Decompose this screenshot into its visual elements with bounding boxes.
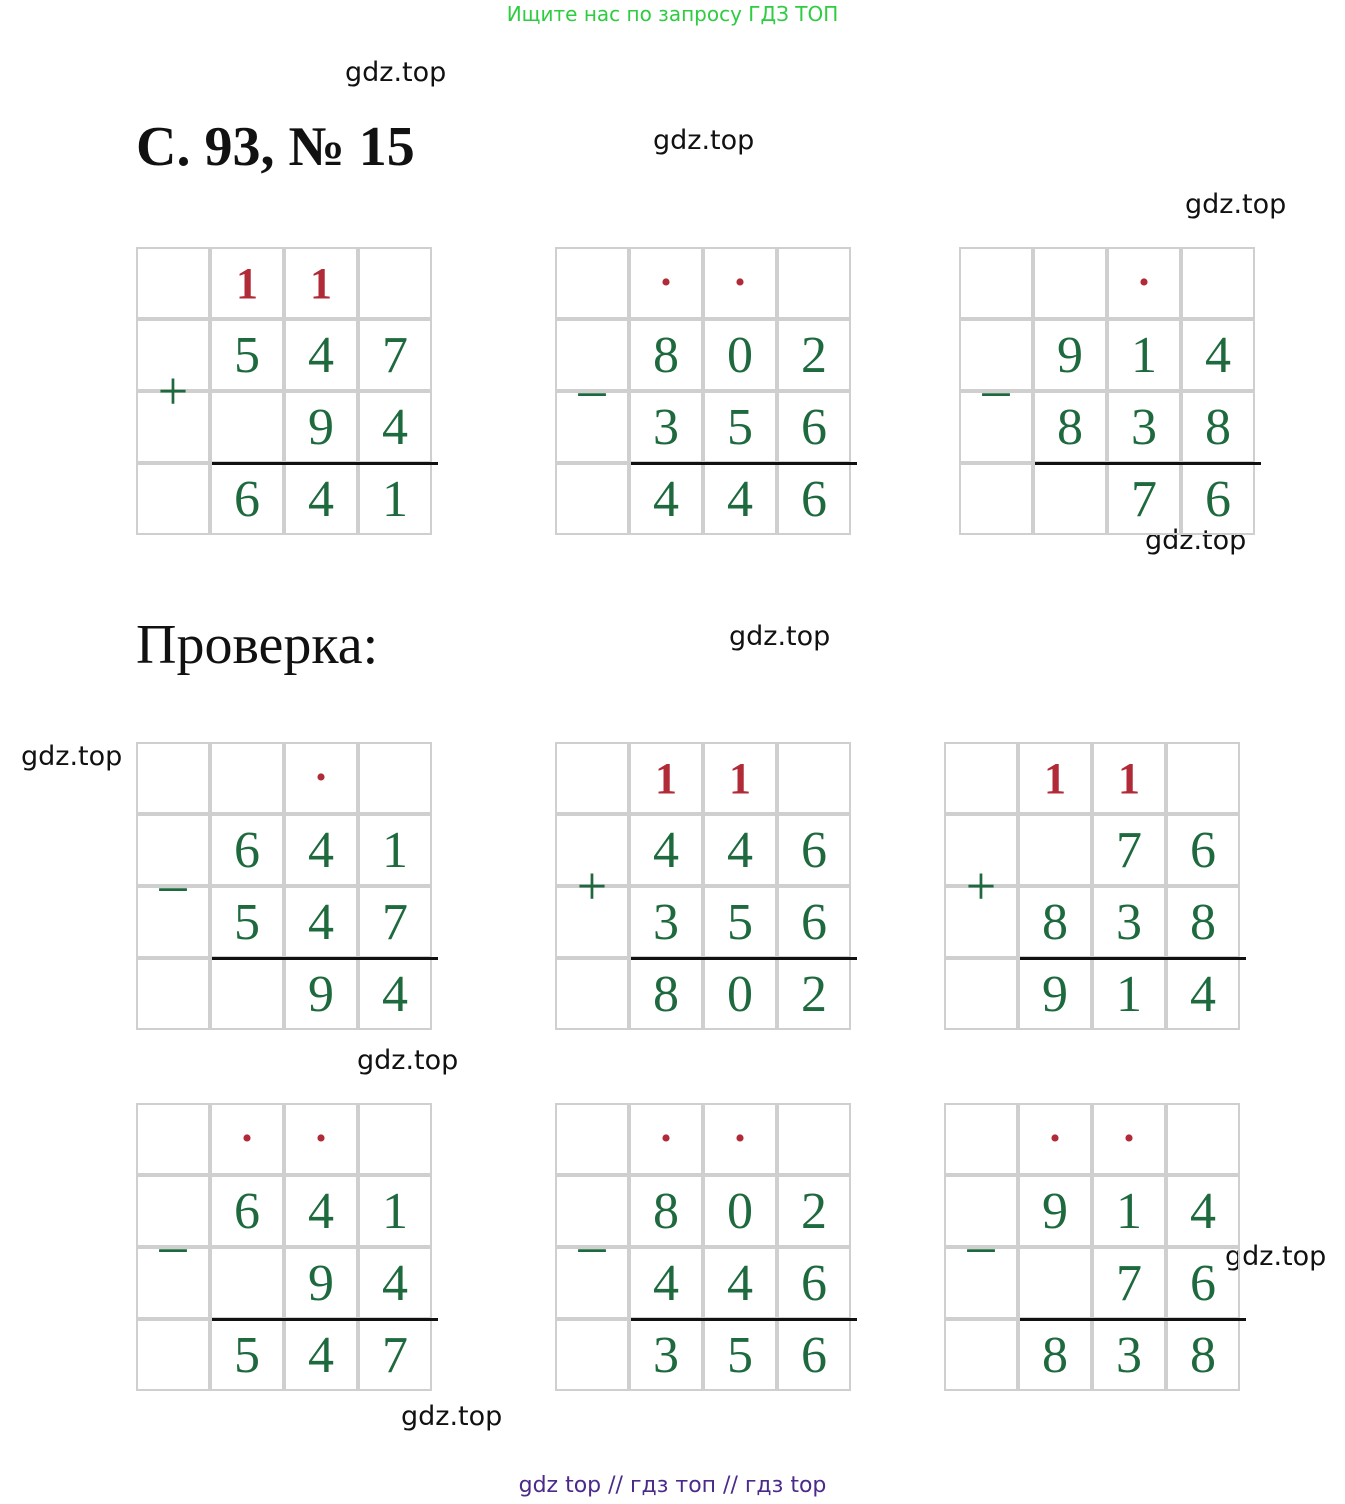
digit-cell: 9 (1018, 958, 1092, 1030)
digit-cell: 4 (703, 1247, 777, 1319)
digit-cell: 6 (210, 1175, 284, 1247)
carry-cell (944, 742, 1018, 814)
digit-cell: 3 (629, 391, 703, 463)
digit-cell: 8 (1018, 886, 1092, 958)
digit-cell: 4 (358, 958, 432, 1030)
digit-cell: 4 (629, 1247, 703, 1319)
digit-cell: 8 (629, 1175, 703, 1247)
digit-cell: 4 (629, 814, 703, 886)
digit-cell: 6 (777, 886, 851, 958)
carry-cell (555, 742, 629, 814)
digit-cell (944, 958, 1018, 1030)
digit-cell: 9 (284, 1247, 358, 1319)
digit-cell (555, 463, 629, 535)
result-line (212, 957, 438, 960)
digit-cell: 8 (629, 958, 703, 1030)
digit-cell: 3 (1107, 391, 1181, 463)
carry-cell (1166, 1103, 1240, 1175)
digit-cell: 1 (1107, 319, 1181, 391)
digit-cell (210, 391, 284, 463)
watermark: gdz.top (357, 1045, 459, 1076)
digit-cell: 6 (777, 814, 851, 886)
digit-cell: 9 (284, 391, 358, 463)
result-line (631, 957, 857, 960)
carry-cell: • (703, 1103, 777, 1175)
digit-cell: 3 (629, 1319, 703, 1391)
digit-cell (1018, 814, 1092, 886)
page-title: C. 93, № 15 (136, 116, 415, 178)
digit-cell: 1 (358, 1175, 432, 1247)
carry-cell: • (629, 247, 703, 319)
carry-cell (358, 1103, 432, 1175)
digit-cell (555, 1247, 629, 1319)
digit-cell (555, 958, 629, 1030)
digit-cell: 1 (358, 814, 432, 886)
carry-cell (1033, 247, 1107, 319)
carry-cell (777, 247, 851, 319)
column-calc-grid (944, 742, 1244, 1032)
digit-cell: 5 (210, 1319, 284, 1391)
carry-cell (555, 247, 629, 319)
digit-cell (136, 1319, 210, 1391)
digit-cell: 7 (358, 319, 432, 391)
column-calc-grid (555, 742, 855, 1032)
digit-cell: 5 (703, 1319, 777, 1391)
carry-cell (210, 742, 284, 814)
plus-sign: + (965, 856, 997, 916)
digit-cell: 0 (703, 1175, 777, 1247)
carry-cell: 1 (1018, 742, 1092, 814)
digit-cell: 6 (777, 391, 851, 463)
carry-cell (136, 1103, 210, 1175)
carry-cell: • (1018, 1103, 1092, 1175)
digit-cell: 4 (703, 463, 777, 535)
carry-cell: 1 (703, 742, 777, 814)
digit-cell: 6 (210, 814, 284, 886)
digit-cell: 5 (703, 886, 777, 958)
digit-cell: 4 (284, 1319, 358, 1391)
digit-cell (555, 391, 629, 463)
minus-sign: _ (982, 341, 1010, 401)
digit-cell: 4 (1181, 319, 1255, 391)
result-line (212, 1318, 438, 1321)
column-calc-grid (944, 1103, 1244, 1393)
watermark: gdz.top (1185, 189, 1287, 220)
result-line (631, 1318, 857, 1321)
digit-cell: 3 (629, 886, 703, 958)
digit-cell: 5 (210, 319, 284, 391)
digit-cell: 7 (1092, 814, 1166, 886)
digit-cell (944, 1247, 1018, 1319)
digit-cell: 8 (1018, 1319, 1092, 1391)
digit-cell: 4 (703, 814, 777, 886)
digit-cell: 9 (284, 958, 358, 1030)
carry-cell (1166, 742, 1240, 814)
top-banner: Ищите нас по запросу ГДЗ ТОП (506, 2, 839, 26)
digit-cell: 2 (777, 319, 851, 391)
digit-cell (959, 463, 1033, 535)
digit-cell: 1 (358, 463, 432, 535)
column-calc-grid (555, 247, 855, 537)
digit-cell: 7 (358, 886, 432, 958)
watermark: gdz.top (653, 125, 755, 156)
digit-cell: 6 (1181, 463, 1255, 535)
minus-sign: _ (967, 1197, 995, 1257)
column-calc-grid (136, 247, 436, 537)
carry-cell: 1 (284, 247, 358, 319)
digit-cell: 0 (703, 319, 777, 391)
result-line (631, 462, 857, 465)
digit-cell (210, 958, 284, 1030)
column-calc-grid (555, 1103, 855, 1393)
carry-cell (136, 742, 210, 814)
column-calc-grid (136, 1103, 436, 1393)
column-calc-grid (959, 247, 1259, 537)
digit-cell: 2 (777, 958, 851, 1030)
carry-cell (777, 742, 851, 814)
watermark: gdz.top (401, 1401, 503, 1432)
digit-cell: 4 (284, 814, 358, 886)
digit-cell: 3 (1092, 886, 1166, 958)
result-line (1035, 462, 1261, 465)
digit-cell: 4 (358, 391, 432, 463)
carry-cell: 1 (629, 742, 703, 814)
digit-cell (136, 1247, 210, 1319)
carry-cell: • (284, 742, 358, 814)
carry-cell (944, 1103, 1018, 1175)
digit-cell: 3 (1092, 1319, 1166, 1391)
digit-cell: 4 (1166, 1175, 1240, 1247)
digit-cell: 7 (1092, 1247, 1166, 1319)
minus-sign: _ (578, 1197, 606, 1257)
digit-cell: 6 (777, 1319, 851, 1391)
carry-cell (358, 247, 432, 319)
result-line (1020, 957, 1246, 960)
digit-cell: 6 (777, 463, 851, 535)
digit-cell: 4 (284, 1175, 358, 1247)
minus-sign: _ (159, 1197, 187, 1257)
carry-cell: • (210, 1103, 284, 1175)
carry-cell: 1 (210, 247, 284, 319)
digit-cell: 8 (1166, 886, 1240, 958)
digit-cell: 5 (210, 886, 284, 958)
minus-sign: _ (578, 341, 606, 401)
digit-cell: 6 (1166, 814, 1240, 886)
digit-cell: 6 (210, 463, 284, 535)
digit-cell (136, 886, 210, 958)
check-heading: Проверка: (136, 614, 379, 676)
carry-cell: • (1107, 247, 1181, 319)
digit-cell (944, 1319, 1018, 1391)
digit-cell (210, 1247, 284, 1319)
carry-cell (777, 1103, 851, 1175)
digit-cell (1033, 463, 1107, 535)
column-calc-grid (136, 742, 436, 1032)
carry-cell: • (629, 1103, 703, 1175)
carry-cell (1181, 247, 1255, 319)
carry-cell: • (703, 247, 777, 319)
digit-cell: 7 (358, 1319, 432, 1391)
watermark: gdz.top (729, 621, 831, 652)
digit-cell: 6 (1166, 1247, 1240, 1319)
carry-cell: • (1092, 1103, 1166, 1175)
digit-cell (1018, 1247, 1092, 1319)
digit-cell: 6 (777, 1247, 851, 1319)
digit-cell: 0 (703, 958, 777, 1030)
result-line (212, 462, 438, 465)
watermark: gdz.top (21, 741, 123, 772)
digit-cell: 4 (284, 319, 358, 391)
digit-cell (555, 1319, 629, 1391)
digit-cell: 4 (358, 1247, 432, 1319)
plus-sign: + (157, 361, 189, 421)
digit-cell: 8 (1166, 1319, 1240, 1391)
digit-cell (136, 958, 210, 1030)
plus-sign: + (576, 856, 608, 916)
digit-cell: 9 (1033, 319, 1107, 391)
carry-cell (555, 1103, 629, 1175)
minus-sign: _ (159, 836, 187, 896)
digit-cell: 1 (1092, 1175, 1166, 1247)
digit-cell: 4 (629, 463, 703, 535)
digit-cell (136, 463, 210, 535)
digit-cell: 4 (1166, 958, 1240, 1030)
digit-cell: 1 (1092, 958, 1166, 1030)
digit-cell: 2 (777, 1175, 851, 1247)
carry-cell (959, 247, 1033, 319)
digit-cell: 4 (284, 463, 358, 535)
digit-cell: 8 (1181, 391, 1255, 463)
watermark: gdz.top (1225, 1241, 1327, 1272)
watermark: gdz.top (1145, 525, 1247, 556)
footer-links: gdz top // гдз топ // гдз top (518, 1473, 827, 1498)
digit-cell: 7 (1107, 463, 1181, 535)
digit-cell: 8 (1033, 391, 1107, 463)
digit-cell: 4 (284, 886, 358, 958)
watermark: gdz.top (345, 57, 447, 88)
digit-cell: 5 (703, 391, 777, 463)
digit-cell: 9 (1018, 1175, 1092, 1247)
carry-cell (136, 247, 210, 319)
carry-cell (358, 742, 432, 814)
result-line (1020, 1318, 1246, 1321)
carry-cell: • (284, 1103, 358, 1175)
carry-cell: 1 (1092, 742, 1166, 814)
digit-cell: 8 (629, 319, 703, 391)
digit-cell (959, 391, 1033, 463)
